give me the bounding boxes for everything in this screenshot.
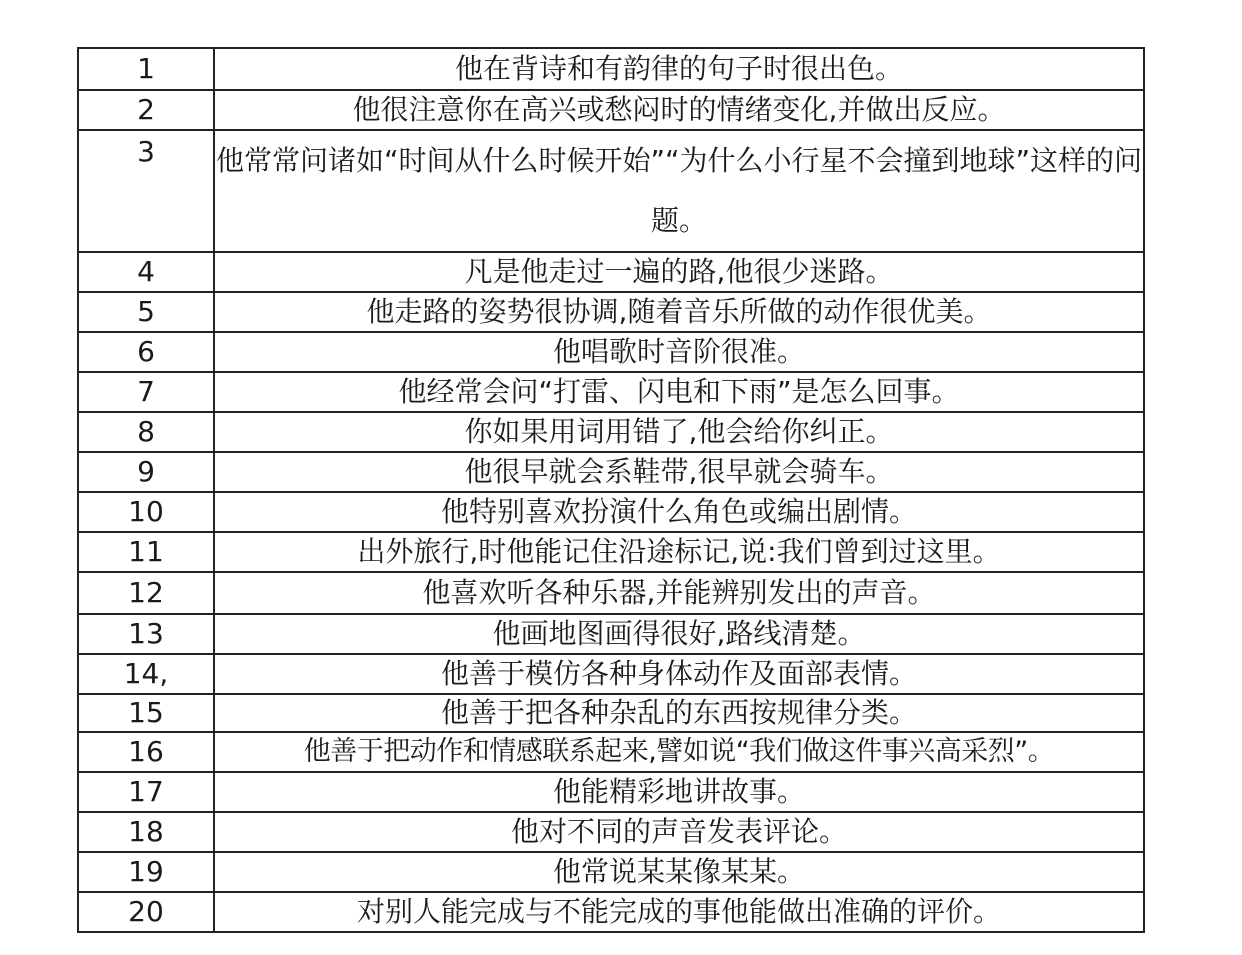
row-number: 11 <box>78 532 214 572</box>
row-statement: 凡是他走过一遍的路,他很少迷路。 <box>214 252 1144 292</box>
row-statement: 他能精彩地讲故事。 <box>214 772 1144 812</box>
row-statement: 他很注意你在高兴或愁闷时的情绪变化,并做出反应。 <box>214 90 1144 130</box>
row-number: 13 <box>78 614 214 654</box>
table-row <box>78 130 1144 252</box>
row-number: 9 <box>78 452 214 492</box>
row-number: 1 <box>78 48 214 90</box>
row-number: 16 <box>78 732 214 772</box>
table-row <box>78 614 1144 654</box>
table-row <box>78 892 1144 932</box>
row-statement: 他很早就会系鞋带,很早就会骑车。 <box>214 452 1144 492</box>
table-row <box>78 654 1144 694</box>
table-row <box>78 572 1144 614</box>
row-statement: 他在背诗和有韵律的句子时很出色。 <box>214 48 1144 90</box>
row-statement: 他对不同的声音发表评论。 <box>214 812 1144 852</box>
table-row <box>78 48 1144 90</box>
table-row <box>78 852 1144 892</box>
table-row <box>78 694 1144 732</box>
row-statement: 对别人能完成与不能完成的事他能做出准确的评价。 <box>214 892 1144 932</box>
row-number: 12 <box>78 572 214 614</box>
row-number: 8 <box>78 412 214 452</box>
table-body <box>78 48 1144 932</box>
row-number: 20 <box>78 892 214 932</box>
row-number: 19 <box>78 852 214 892</box>
row-number: 14, <box>78 654 214 694</box>
row-number: 4 <box>78 252 214 292</box>
table-row <box>78 332 1144 372</box>
row-statement: 他画地图画得很好,路线清楚。 <box>214 614 1144 654</box>
row-number: 3 <box>78 130 214 252</box>
row-number: 17 <box>78 772 214 812</box>
row-statement: 他常常问诸如“时间从什么时候开始”“为什么小行星不会撞到地球”这样的问题。 <box>214 130 1144 252</box>
row-number: 6 <box>78 332 214 372</box>
row-statement: 他经常会问“打雷、闪电和下雨”是怎么回事。 <box>214 372 1144 412</box>
row-number: 18 <box>78 812 214 852</box>
row-statement: 你如果用词用错了,他会给你纠正。 <box>214 412 1144 452</box>
questionnaire-table <box>77 47 1145 933</box>
row-number: 2 <box>78 90 214 130</box>
row-number: 5 <box>78 292 214 332</box>
row-number: 10 <box>78 492 214 532</box>
table-row <box>78 492 1144 532</box>
table-row <box>78 252 1144 292</box>
table-row <box>78 372 1144 412</box>
row-statement: 他喜欢听各种乐器,并能辨别发出的声音。 <box>214 572 1144 614</box>
table-row <box>78 412 1144 452</box>
row-statement: 他唱歌时音阶很准。 <box>214 332 1144 372</box>
row-statement: 他善于把动作和情感联系起来,譬如说“我们做这件事兴高采烈”。 <box>214 732 1144 772</box>
table-row <box>78 90 1144 130</box>
table-row <box>78 732 1144 772</box>
table-row <box>78 452 1144 492</box>
table-row <box>78 292 1144 332</box>
row-number: 7 <box>78 372 214 412</box>
table-row <box>78 532 1144 572</box>
row-statement: 他特别喜欢扮演什么角色或编出剧情。 <box>214 492 1144 532</box>
table-row <box>78 772 1144 812</box>
row-statement: 他善于把各种杂乱的东西按规律分类。 <box>214 694 1144 732</box>
row-number: 15 <box>78 694 214 732</box>
row-statement: 他走路的姿势很协调,随着音乐所做的动作很优美。 <box>214 292 1144 332</box>
row-statement: 他常说某某像某某。 <box>214 852 1144 892</box>
row-statement: 出外旅行,时他能记住沿途标记,说:我们曾到过这里。 <box>214 532 1144 572</box>
row-statement: 他善于模仿各种身体动作及面部表情。 <box>214 654 1144 694</box>
table-row <box>78 812 1144 852</box>
